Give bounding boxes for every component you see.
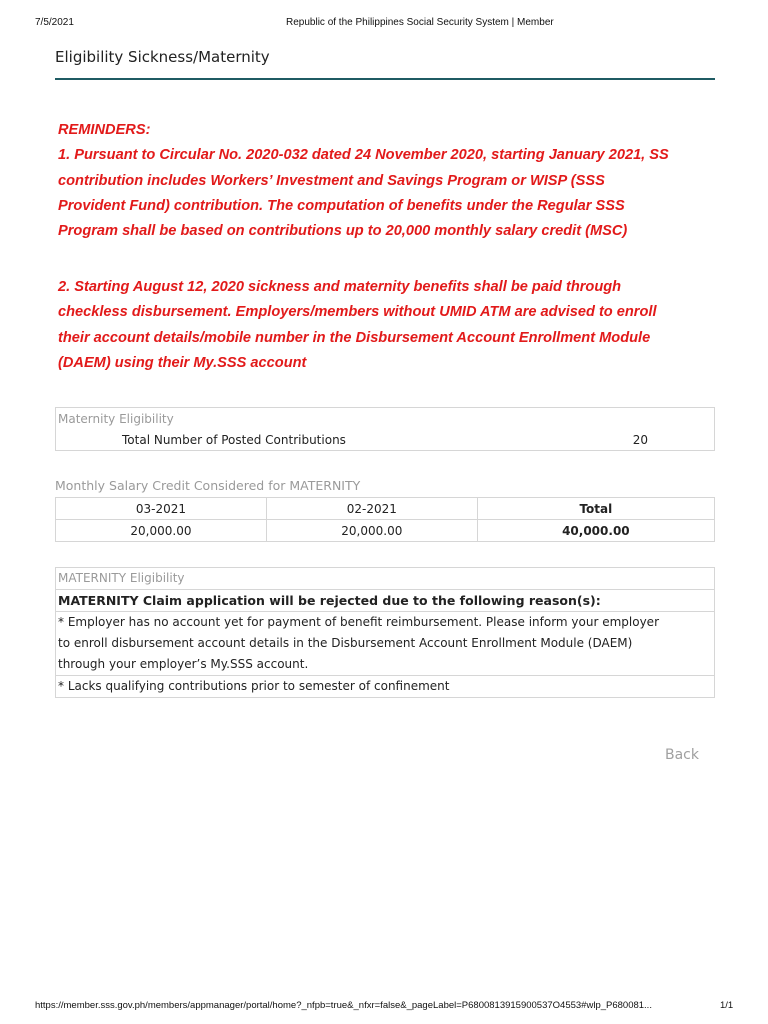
print-page-number: 1/1 [720,1000,734,1011]
rejection-reason [56,612,715,676]
msc-value: 20,000.00 [56,520,267,542]
reminder-line: their account details/mobile number in the Disbursement Account Enrollment Module [58,329,651,346]
reminders-item1 [58,118,718,244]
reminder-line: (DAEM) using their My.SSS account [58,354,307,371]
table-row [56,520,715,542]
reminder-line: Program shall be based on contributions up to 20,000 monthly salary credit (MSC) [58,223,628,240]
reason-line: to enroll disbursement account details in the Disbursement Account Enrollment Module (DAEM) [58,636,633,650]
reminder-line: contribution includes Workers’ Investment and Savings Program or WISP (SSS [58,172,605,189]
posted-contributions-label: Total Number of Posted Contributions [56,429,568,451]
msc-heading: Monthly Salary Credit Considered for MATERNITY [55,478,361,493]
msc-col-header: 02-2021 [266,498,477,520]
reminders-heading: REMINDERS: [58,122,151,138]
reminder-line: Provident Fund) contribution. The computation of benefits under the Regular SSS [58,197,625,214]
msc-table [55,497,715,542]
back-button[interactable]: Back [665,747,699,763]
rejection-table [55,567,715,698]
print-title: Republic of the Philippines Social Security System | Member [286,17,554,28]
msc-col-header: 03-2021 [56,498,267,520]
reason-line: through your employer’s My.SSS account. [58,657,309,671]
msc-col-header: Total [477,498,714,520]
title-divider [55,78,715,80]
rejection-subheading: MATERNITY Claim application will be rejected due to the following reason(s): [56,590,715,612]
print-date: 7/5/2021 [35,17,74,28]
reason-line: * Employer has no account yet for payment of benefit reimbursement. Please inform your employer [58,615,660,629]
reminder-line: 2. Starting August 12, 2020 sickness and maternity benefits shall be paid through [58,279,622,295]
table-row [56,498,715,520]
maternity-eligibility-heading: Maternity Eligibility [56,408,715,430]
reminders-item2 [58,275,718,376]
print-url: https://member.sss.gov.ph/members/appmanager/portal/home?_nfpb=true&_nfxr=false&_pageLabel=P6800813915900537O4553#wlp_P680081... [35,1000,652,1011]
rejection-reason: * Lacks qualifying contributions prior to semester of confinement [56,676,715,698]
msc-total: 40,000.00 [477,520,714,542]
rejection-heading: MATERNITY Eligibility [56,568,715,590]
reminder-line: 1. Pursuant to Circular No. 2020-032 dated 24 November 2020, starting January 2021, SS [58,147,669,164]
msc-value: 20,000.00 [266,520,477,542]
posted-contributions-value: 20 [568,429,715,451]
page-title: Eligibility Sickness/Maternity [55,48,270,66]
reminder-line: checkless disbursement. Employers/members without UMID ATM are advised to enroll [58,304,657,321]
maternity-eligibility-table [55,407,715,451]
